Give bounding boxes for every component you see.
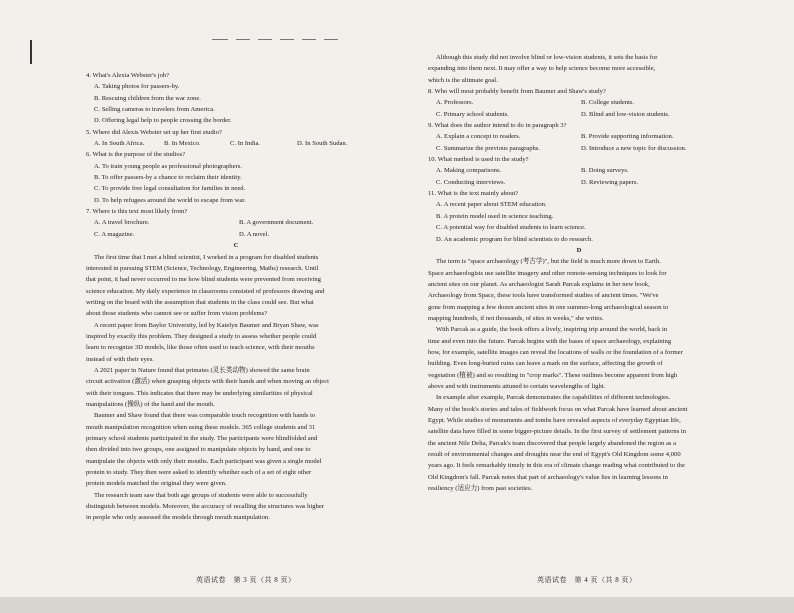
q10-option-a: A. Making comparisons.: [436, 167, 502, 175]
q7-option-a: A. A travel brochure.: [94, 219, 150, 227]
passage-line: In example after example, Parcak demonstrates the capabilities of different technologies.: [436, 394, 671, 402]
passage-line: inspired by exactly this problem. They designed a study to assess whether people could: [86, 332, 317, 340]
q11-option-a: A. A recent paper about STEM education.: [436, 201, 547, 209]
q6-option-a: A. To train young people as professional photographers.: [94, 162, 242, 170]
passage-line: with their tongues. This indicates that there may be underlying similarities of physical: [86, 389, 313, 397]
q6-option-b: B. To offer passers-by a chance to reclaim their identity.: [94, 174, 242, 182]
q10-option-c: C. Conducting interviews.: [436, 178, 506, 186]
q9-option-d: D. Introduce a new topic for discussion.: [581, 144, 687, 152]
passage-line: Space archaeologists use satellite imagery and other remote-sensing techniques to look for: [428, 269, 667, 277]
section-c-heading: C: [233, 242, 239, 250]
passage-line: distinguish between models. Moreover, the accuracy of recalling the structures was higher: [86, 503, 324, 511]
q11-option-b: B. A protein model used in science teaching.: [436, 212, 554, 220]
passage-line: mouth manipulation recognition when using these models. 365 college students and 31: [86, 423, 316, 431]
page-4-footer: 英语试卷 第 4 页（共 8 页）: [537, 576, 637, 584]
section-d-heading: D: [576, 246, 582, 254]
q11-option-d: D. An academic program for blind scientists to do research.: [436, 235, 593, 243]
passage-line: primary school students participated in the study. The participants were blindfolded and: [86, 435, 318, 442]
q10-options-ab: [428, 165, 730, 176]
passage-line: Egypt. While studies of monuments and tombs have revealed aspects of everyday Egyptian life,: [428, 417, 681, 424]
passage-line: how, for example, satellite images can reveal the locations of walls or the foundation of a former: [428, 348, 683, 356]
q8-option-b: B. College students.: [581, 99, 635, 107]
passage-line: gone from mapping a few dozen ancient sites in one summer-long archaeological season to: [428, 303, 669, 311]
q10-option-d: D. Reviewing papers.: [581, 178, 639, 186]
margin-mark: [30, 40, 32, 64]
passage-line: writing on the board with the assumption that students in the class could see. But what: [86, 298, 314, 306]
bottom-scan-band: [0, 597, 794, 613]
q5-option-b: B. In Mexico.: [164, 140, 201, 148]
question-8-stem: 8. Who will most probably benefit from Baumer and Shaw's study?: [428, 88, 606, 96]
passage-line: years ago. It feels remarkably timely in this era of climate change reading what contributed to the: [428, 462, 685, 470]
q9-options-ab: [428, 131, 730, 142]
q4-option-d: D. Offering legal help to people crossing the border.: [94, 117, 232, 125]
question-5-stem: 5. Where did Alexis Webster set up her first studio?: [86, 128, 222, 136]
passage-line: expanding into them next. It may offer a way to help science become more accessible,: [428, 65, 656, 73]
q5-option-d: D. In South Sudan.: [297, 140, 348, 148]
question-7-stem: 7. Where is this text most likely from?: [86, 208, 188, 216]
q4-option-c: C. Selling cameras to travelers from America.: [94, 106, 215, 114]
question-11-stem: 11. What is the text mainly about?: [428, 190, 519, 198]
q7-options-cd: [86, 229, 386, 240]
q5-option-a: A. In South Africa.: [94, 140, 145, 148]
passage-line: in people who only assessed the models through mouth manipulation.: [86, 514, 270, 522]
q6-option-d: D. To help refugees around the world to escape from war.: [94, 196, 246, 204]
passage-line: learn to recognize 3D models, like those often used to teach science, with their mouths: [86, 344, 315, 352]
passage-line: instead of with their eyes.: [86, 355, 154, 363]
passage-line: Although this study did not involve blind or low-vision students, it sets the basis for: [436, 54, 658, 61]
q7-option-b: B. A government document.: [239, 219, 314, 227]
q7-option-c: C. A magazine.: [94, 230, 135, 238]
question-9-stem: 9. What does the author intend to do in paragraph 3?: [428, 122, 567, 130]
q4-option-b: B. Rescuing children from the war zone.: [94, 94, 201, 102]
q11-option-c: C. A potential way for disabled students to learn science.: [436, 224, 586, 232]
passage-line: The first time that I met a blind scientist, I worked in a program for disabled students: [94, 253, 319, 261]
q10-option-b: B. Doing surveys.: [581, 167, 629, 175]
passage-line: circuit activation (激活) when grasping objects with their hands and when moving an object: [86, 378, 329, 386]
q4-option-a: A. Taking photos for passers-by.: [94, 83, 180, 91]
passage-line-book-title: Archaeology from Space, these tools have transformed studies of ancient times. "We've: [428, 292, 659, 300]
page-4-column: [428, 0, 730, 613]
q8-options-cd: [428, 109, 730, 120]
passage-line: the ancient Nile Delta, Parcak's team discovered that people largely abandoned the region as a: [428, 439, 677, 447]
passage-line: above and with instruments attuned to certain wavelengths of light.: [428, 382, 606, 390]
q9-option-c: C. Summarize the previous paragraphs.: [436, 144, 541, 152]
passage-line: satellite data have filled in some bigger-picture details. In the first survey of settlement patterns in: [428, 428, 687, 436]
passage-line: which is the ultimate goal.: [428, 76, 498, 84]
q5-options: [86, 138, 386, 149]
q10-options-cd: [428, 177, 730, 188]
passage-line: interested in pursuing STEM (Science, Technology, Engineering, Maths) research. Until: [86, 264, 319, 272]
passage-line: Baumer and Shaw found that there was comparable touch recognition with hands to: [94, 412, 316, 420]
q8-option-a: A. Professors.: [436, 99, 474, 107]
q9-option-a: A. Explain a concept to readers.: [436, 133, 521, 141]
q8-option-d: D. Blind and low-vision students.: [581, 110, 670, 118]
passage-line: The research team saw that both age groups of students were able to successfully: [94, 491, 308, 499]
question-6-stem: 6. What is the purpose of the studios?: [86, 151, 186, 159]
passage-line: result of environmental changes and droughts near the end of Egypt's Old Kingdom some 4,000: [428, 451, 681, 459]
passage-line: time and even into the future. Parcak begins with the bases of space archaeology, explaining: [428, 337, 672, 345]
q8-option-c: C. Primary school students.: [436, 110, 509, 118]
passage-line: ancient sites on our planet. As archaeologist Sarah Parcak explains in her new book,: [428, 280, 650, 288]
passage-line: The term is "space archaeology (考古学)", but the field is much more down to Earth.: [436, 258, 661, 266]
q7-options-ab: [86, 217, 386, 228]
passage-line: science education. My daily experience in classrooms consisted of professors drawing and: [86, 287, 325, 295]
question-4-stem: 4. What's Alexia Webster's job?: [86, 72, 170, 79]
passage-line: that point, it had never occurred to me how blind students were prevented from receiving: [86, 276, 321, 284]
q5-option-c: C. In India.: [230, 140, 261, 148]
q6-option-c: C. To provide free legal consultation for families in need.: [94, 185, 246, 193]
q7-option-d: D. A novel.: [239, 230, 270, 238]
page-3-footer: 英语试卷 第 3 页（共 8 页）: [196, 576, 296, 584]
page-3-column: [86, 0, 386, 613]
passage-line: protein models matched the original they were given.: [86, 480, 227, 488]
passage-line: mapping hundreds, if not thousands, of sites in weeks," she writes.: [428, 314, 604, 322]
passage-line: A 2021 paper in Nature found that primates (灵长类动物) showed the same brain: [94, 366, 310, 374]
passage-line: protein to study. They then were asked to identify whether each of a set of eight other: [86, 469, 312, 477]
passage-line: Many of the book's stories and tales of fieldwork focus on what Parcak have learned about ancient: [428, 405, 688, 413]
passage-line: manipulate the objects with only their mouths. Each participant was given a single model: [86, 457, 322, 465]
q9-options-cd: [428, 143, 730, 154]
passage-line: With Parcak as a guide, the book offers a lively, inspiring trip around the world, back in: [436, 326, 668, 334]
question-10-stem: 10. What method is used in the study?: [428, 156, 529, 164]
passage-line: manipulations (操纵) of the hand and the mouth.: [86, 400, 215, 408]
passage-line: A recent paper from Baylor University, led by Katelyn Baumer and Bryan Shaw, was: [94, 321, 319, 329]
passage-line: about those students who cannot see or suffer from vision problems?: [86, 310, 268, 318]
passage-line: vegetation (植被) and so resulting in "crop marks". These outlines become apparent from high: [428, 371, 678, 379]
q8-options-ab: [428, 97, 730, 108]
passage-line: resiliency (适应力) from past societies.: [428, 485, 533, 493]
passage-line: building. Even long-buried ruins can leave a mark on the surface, affecting the growth of: [428, 360, 663, 368]
q9-option-b: B. Provide supporting information.: [581, 133, 674, 141]
passage-line: then divided into two groups, one assigned to manipulate objects by hand, and one to: [86, 446, 311, 454]
passage-line: Old Kingdom's fall. Parcak notes that part of archaeology's value lies in learning lessons in: [428, 473, 668, 481]
